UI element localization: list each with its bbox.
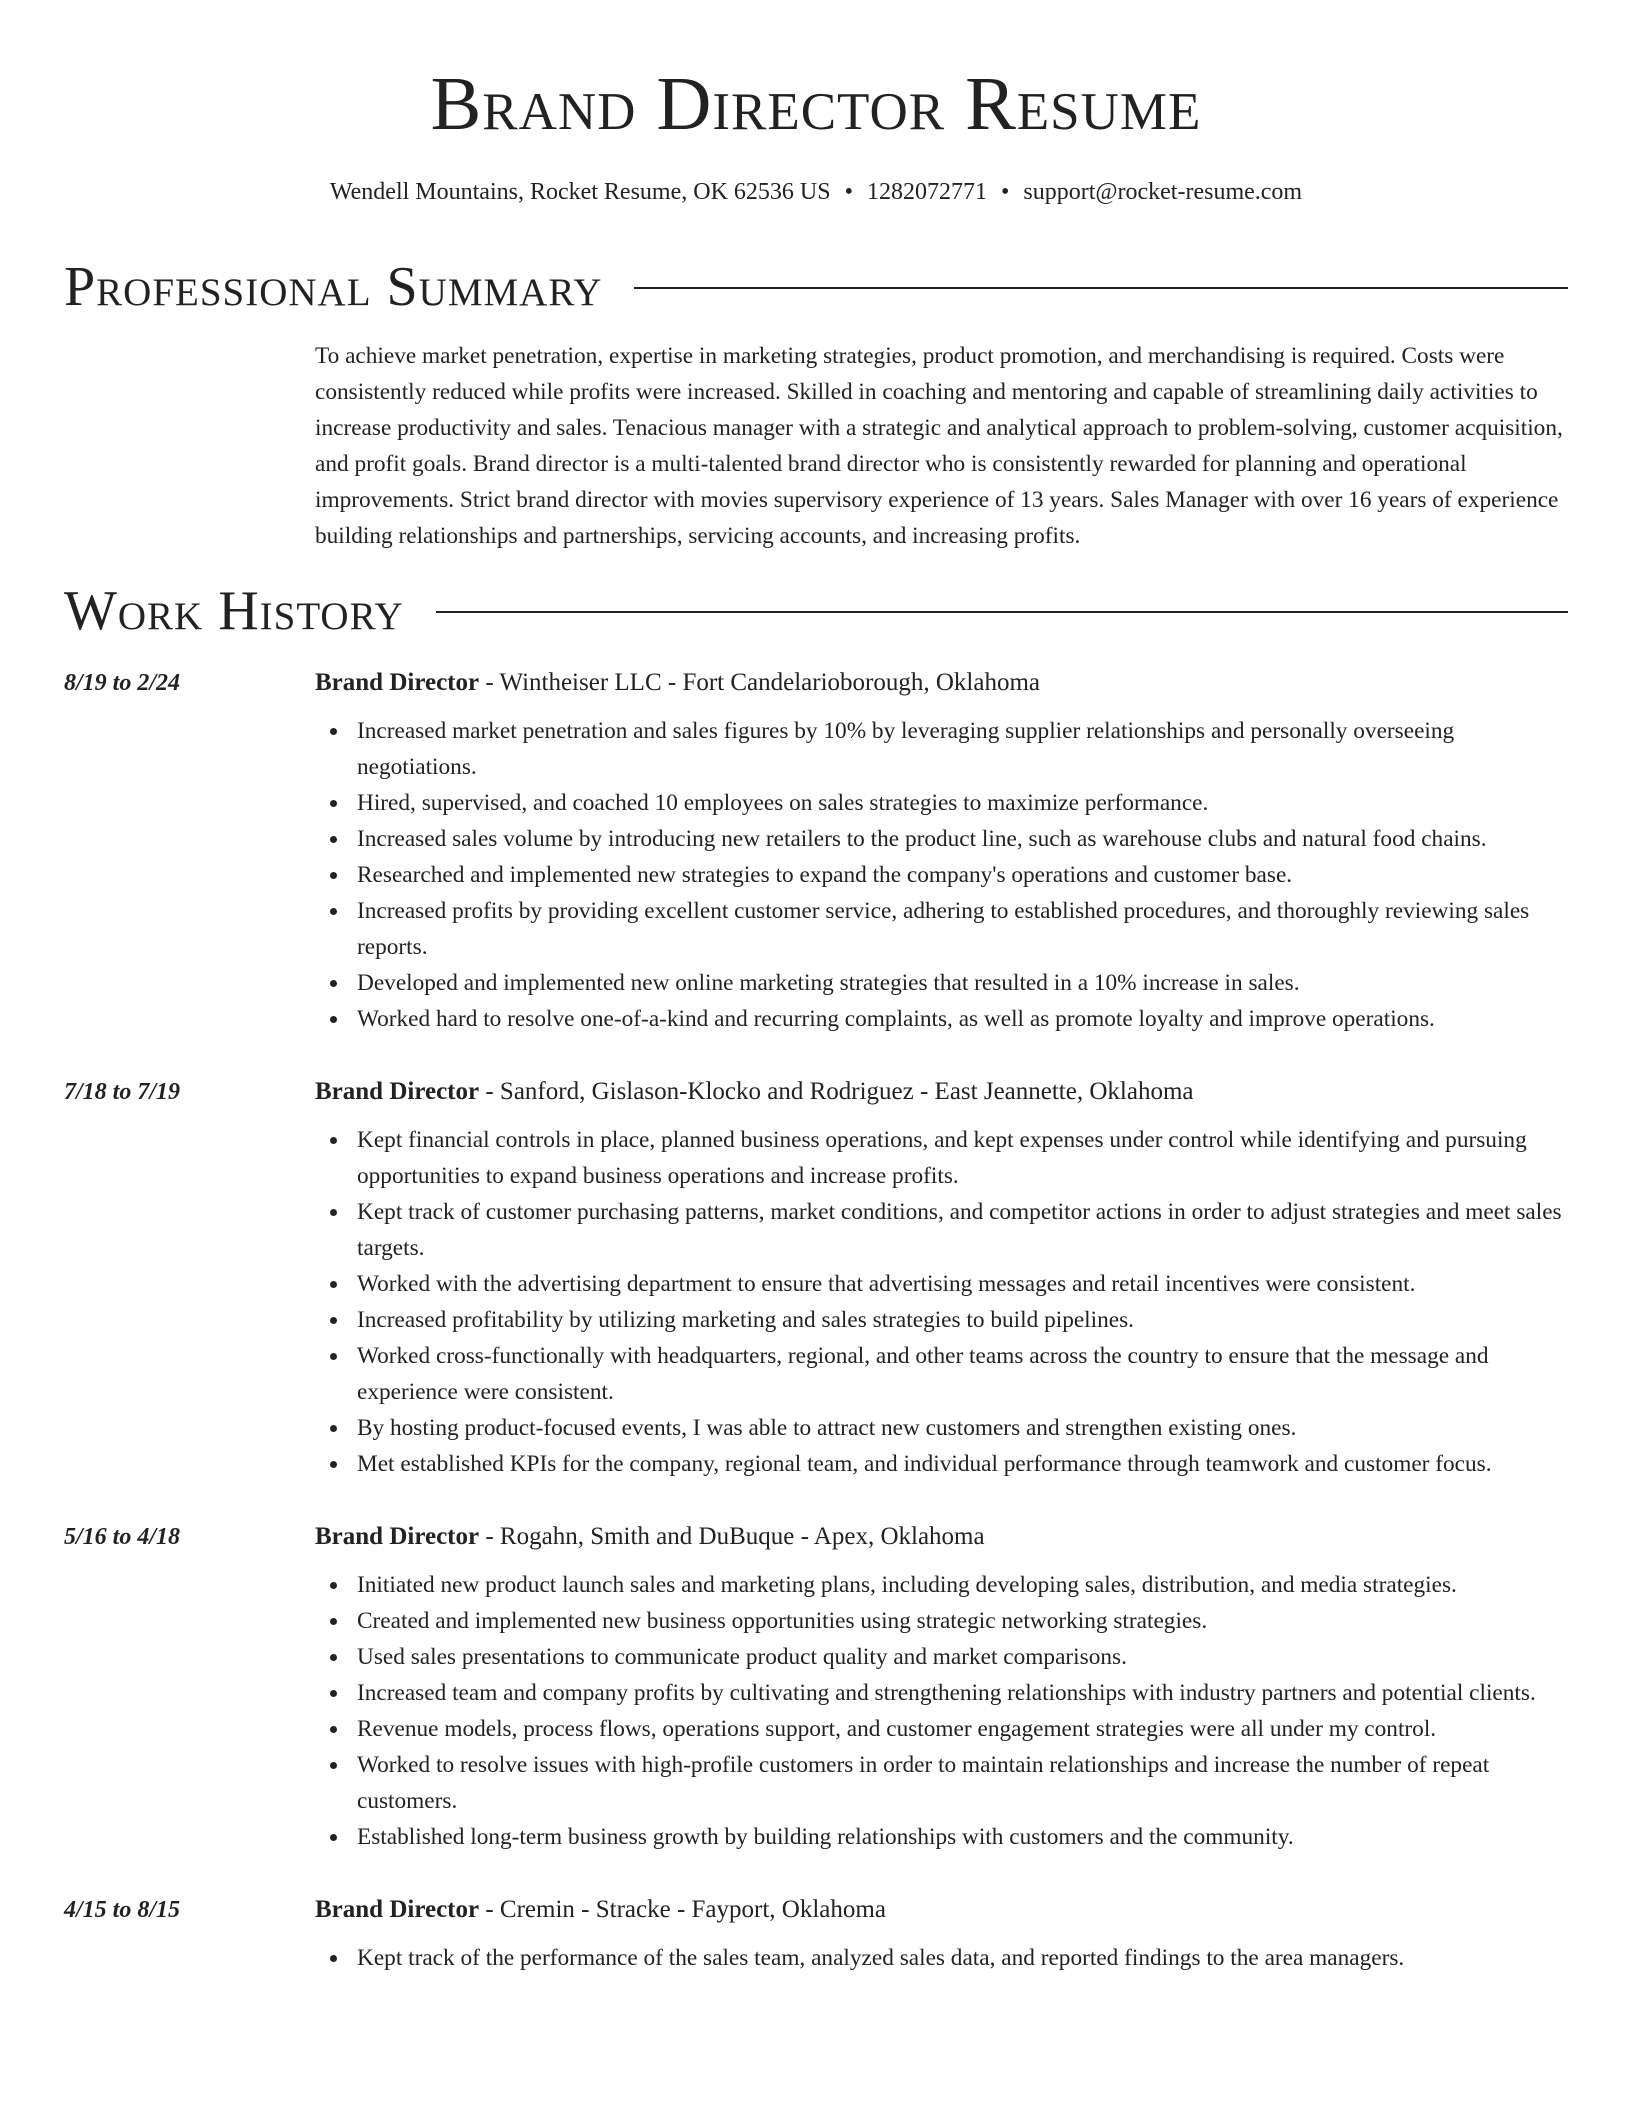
job-line — [315, 1517, 985, 1557]
contact-address: Wendell Mountains, Rocket Resume, OK 62536 US — [329, 179, 831, 205]
job-bullet: Worked with the advertising department to ensure that advertising messages and retail incentives were consistent. — [357, 1266, 1568, 1302]
job-entry — [64, 1517, 1568, 1855]
job-bullet: Kept track of the performance of the sales team, analyzed sales data, and reported findings to the area managers. — [357, 1940, 1568, 1976]
job-bullet: Worked to resolve issues with high-profile customers in order to maintain relationships and increase the number of repeat customers. — [357, 1747, 1568, 1819]
job-entry — [64, 1890, 1568, 1976]
job-employer-location: - Cremin - Stracke - Fayport, Oklahoma — [479, 1896, 886, 1923]
job-bullet: Kept financial controls in place, planned business operations, and kept expenses under control while identifying and pursuing opportunities to expand business operations and increase profits. — [357, 1122, 1568, 1194]
job-bullet: Developed and implemented new online marketing strategies that resulted in a 10% increase in sales. — [357, 965, 1568, 1001]
section-heading-work-history: Work History — [64, 580, 404, 642]
section-professional-summary — [64, 252, 1568, 322]
job-header — [64, 1072, 1568, 1112]
job-dates: 7/18 to 7/19 — [64, 1079, 181, 1105]
job-bullet: By hosting product-focused events, I was able to attract new customers and strengthen existing ones. — [357, 1410, 1568, 1446]
job-header — [64, 663, 1568, 703]
job-bullet: Worked hard to resolve one-of-a-kind and recurring complaints, as well as promote loyalty and improve operations. — [357, 1001, 1568, 1037]
job-bullets — [64, 1567, 1568, 1855]
resume-title: Brand Director Resume — [430, 62, 1202, 146]
job-bullet: Increased team and company profits by cultivating and strengthening relationships with industry partners and potential clients. — [357, 1675, 1568, 1711]
work-history-list — [64, 663, 1568, 2011]
job-dates: 8/19 to 2/24 — [64, 670, 181, 696]
job-bullets — [64, 713, 1568, 1037]
job-employer-location: - Wintheiser LLC - Fort Candelarioborough, Oklahoma — [479, 669, 1041, 696]
section-divider — [436, 611, 1568, 613]
job-dates: 4/15 to 8/15 — [64, 1897, 181, 1923]
job-entry — [64, 663, 1568, 1037]
job-employer-location: - Rogahn, Smith and DuBuque - Apex, Oklahoma — [479, 1523, 985, 1550]
job-title: Brand Director — [315, 1523, 480, 1550]
contact-line — [0, 175, 1632, 209]
job-header — [64, 1517, 1568, 1557]
job-bullet: Created and implemented new business opportunities using strategic networking strategies. — [357, 1603, 1568, 1639]
job-bullets — [64, 1122, 1568, 1482]
job-bullet: Kept track of customer purchasing patterns, market conditions, and competitor actions in order to adjust strategies and meet sales targets. — [357, 1194, 1568, 1266]
job-bullet: Increased profitability by utilizing marketing and sales strategies to build pipelines. — [357, 1302, 1568, 1338]
contact-email[interactable]: support@rocket-resume.com — [1023, 179, 1303, 205]
summary-text: To achieve market penetration, expertise in marketing strategies, product promotion, and merchandising is required. Costs were consistently reduced while profits were increased. Skilled in coaching and mentoring and capable of streamlining daily activities to increase productivity and sales. Tenacious manager with a strategic and analytical approach to problem-solving, customer acquisition, and profit goals. Brand director is a multi-talented brand director who is consistently rewarded for planning and operational improvements. Strict brand director with movies supervisory experience of 13 years. Sales Manager with over 16 years of experience building relationships and partnerships, servicing accounts, and increasing profits. — [315, 343, 1563, 549]
job-title: Brand Director — [315, 1896, 480, 1923]
job-bullet: Increased profits by providing excellent customer service, adhering to established procedures, and thoroughly reviewing sales reports. — [357, 893, 1568, 965]
section-divider — [634, 287, 1568, 289]
contact-separator: • — [844, 179, 853, 205]
job-dates: 5/16 to 4/18 — [64, 1524, 181, 1550]
job-bullet: Initiated new product launch sales and marketing plans, including developing sales, distribution, and media strategies. — [357, 1567, 1568, 1603]
job-bullet: Increased market penetration and sales figures by 10% by leveraging supplier relationships and personally overseeing negotiations. — [357, 713, 1568, 785]
job-title: Brand Director — [315, 1078, 480, 1105]
job-bullet: Used sales presentations to communicate product quality and market comparisons. — [357, 1639, 1568, 1675]
job-bullet: Revenue models, process flows, operations support, and customer engagement strategies were all under my control. — [357, 1711, 1568, 1747]
job-entry — [64, 1072, 1568, 1482]
job-bullet: Worked cross-functionally with headquarters, regional, and other teams across the country to ensure that the message and experience were consistent. — [357, 1338, 1568, 1410]
section-work-history — [64, 576, 1568, 646]
job-bullet: Met established KPIs for the company, regional team, and individual performance through teamwork and customer focus. — [357, 1446, 1568, 1482]
job-line — [315, 663, 1040, 703]
job-bullet: Increased sales volume by introducing new retailers to the product line, such as warehouse clubs and natural food chains. — [357, 821, 1568, 857]
section-heading-summary: Professional Summary — [64, 256, 603, 318]
job-employer-location: - Sanford, Gislason-Klocko and Rodriguez - East Jeannette, Oklahoma — [479, 1078, 1194, 1105]
contact-separator: • — [1001, 179, 1010, 205]
job-bullets — [64, 1940, 1568, 1976]
job-line — [315, 1890, 886, 1930]
job-line — [315, 1072, 1194, 1112]
contact-phone: 1282072771 — [867, 179, 987, 205]
job-bullet: Hired, supervised, and coached 10 employees on sales strategies to maximize performance. — [357, 785, 1568, 821]
job-bullet: Researched and implemented new strategies to expand the company's operations and customer base. — [357, 857, 1568, 893]
job-bullet: Established long-term business growth by building relationships with customers and the community. — [357, 1819, 1568, 1855]
job-title: Brand Director — [315, 669, 480, 696]
job-header — [64, 1890, 1568, 1930]
